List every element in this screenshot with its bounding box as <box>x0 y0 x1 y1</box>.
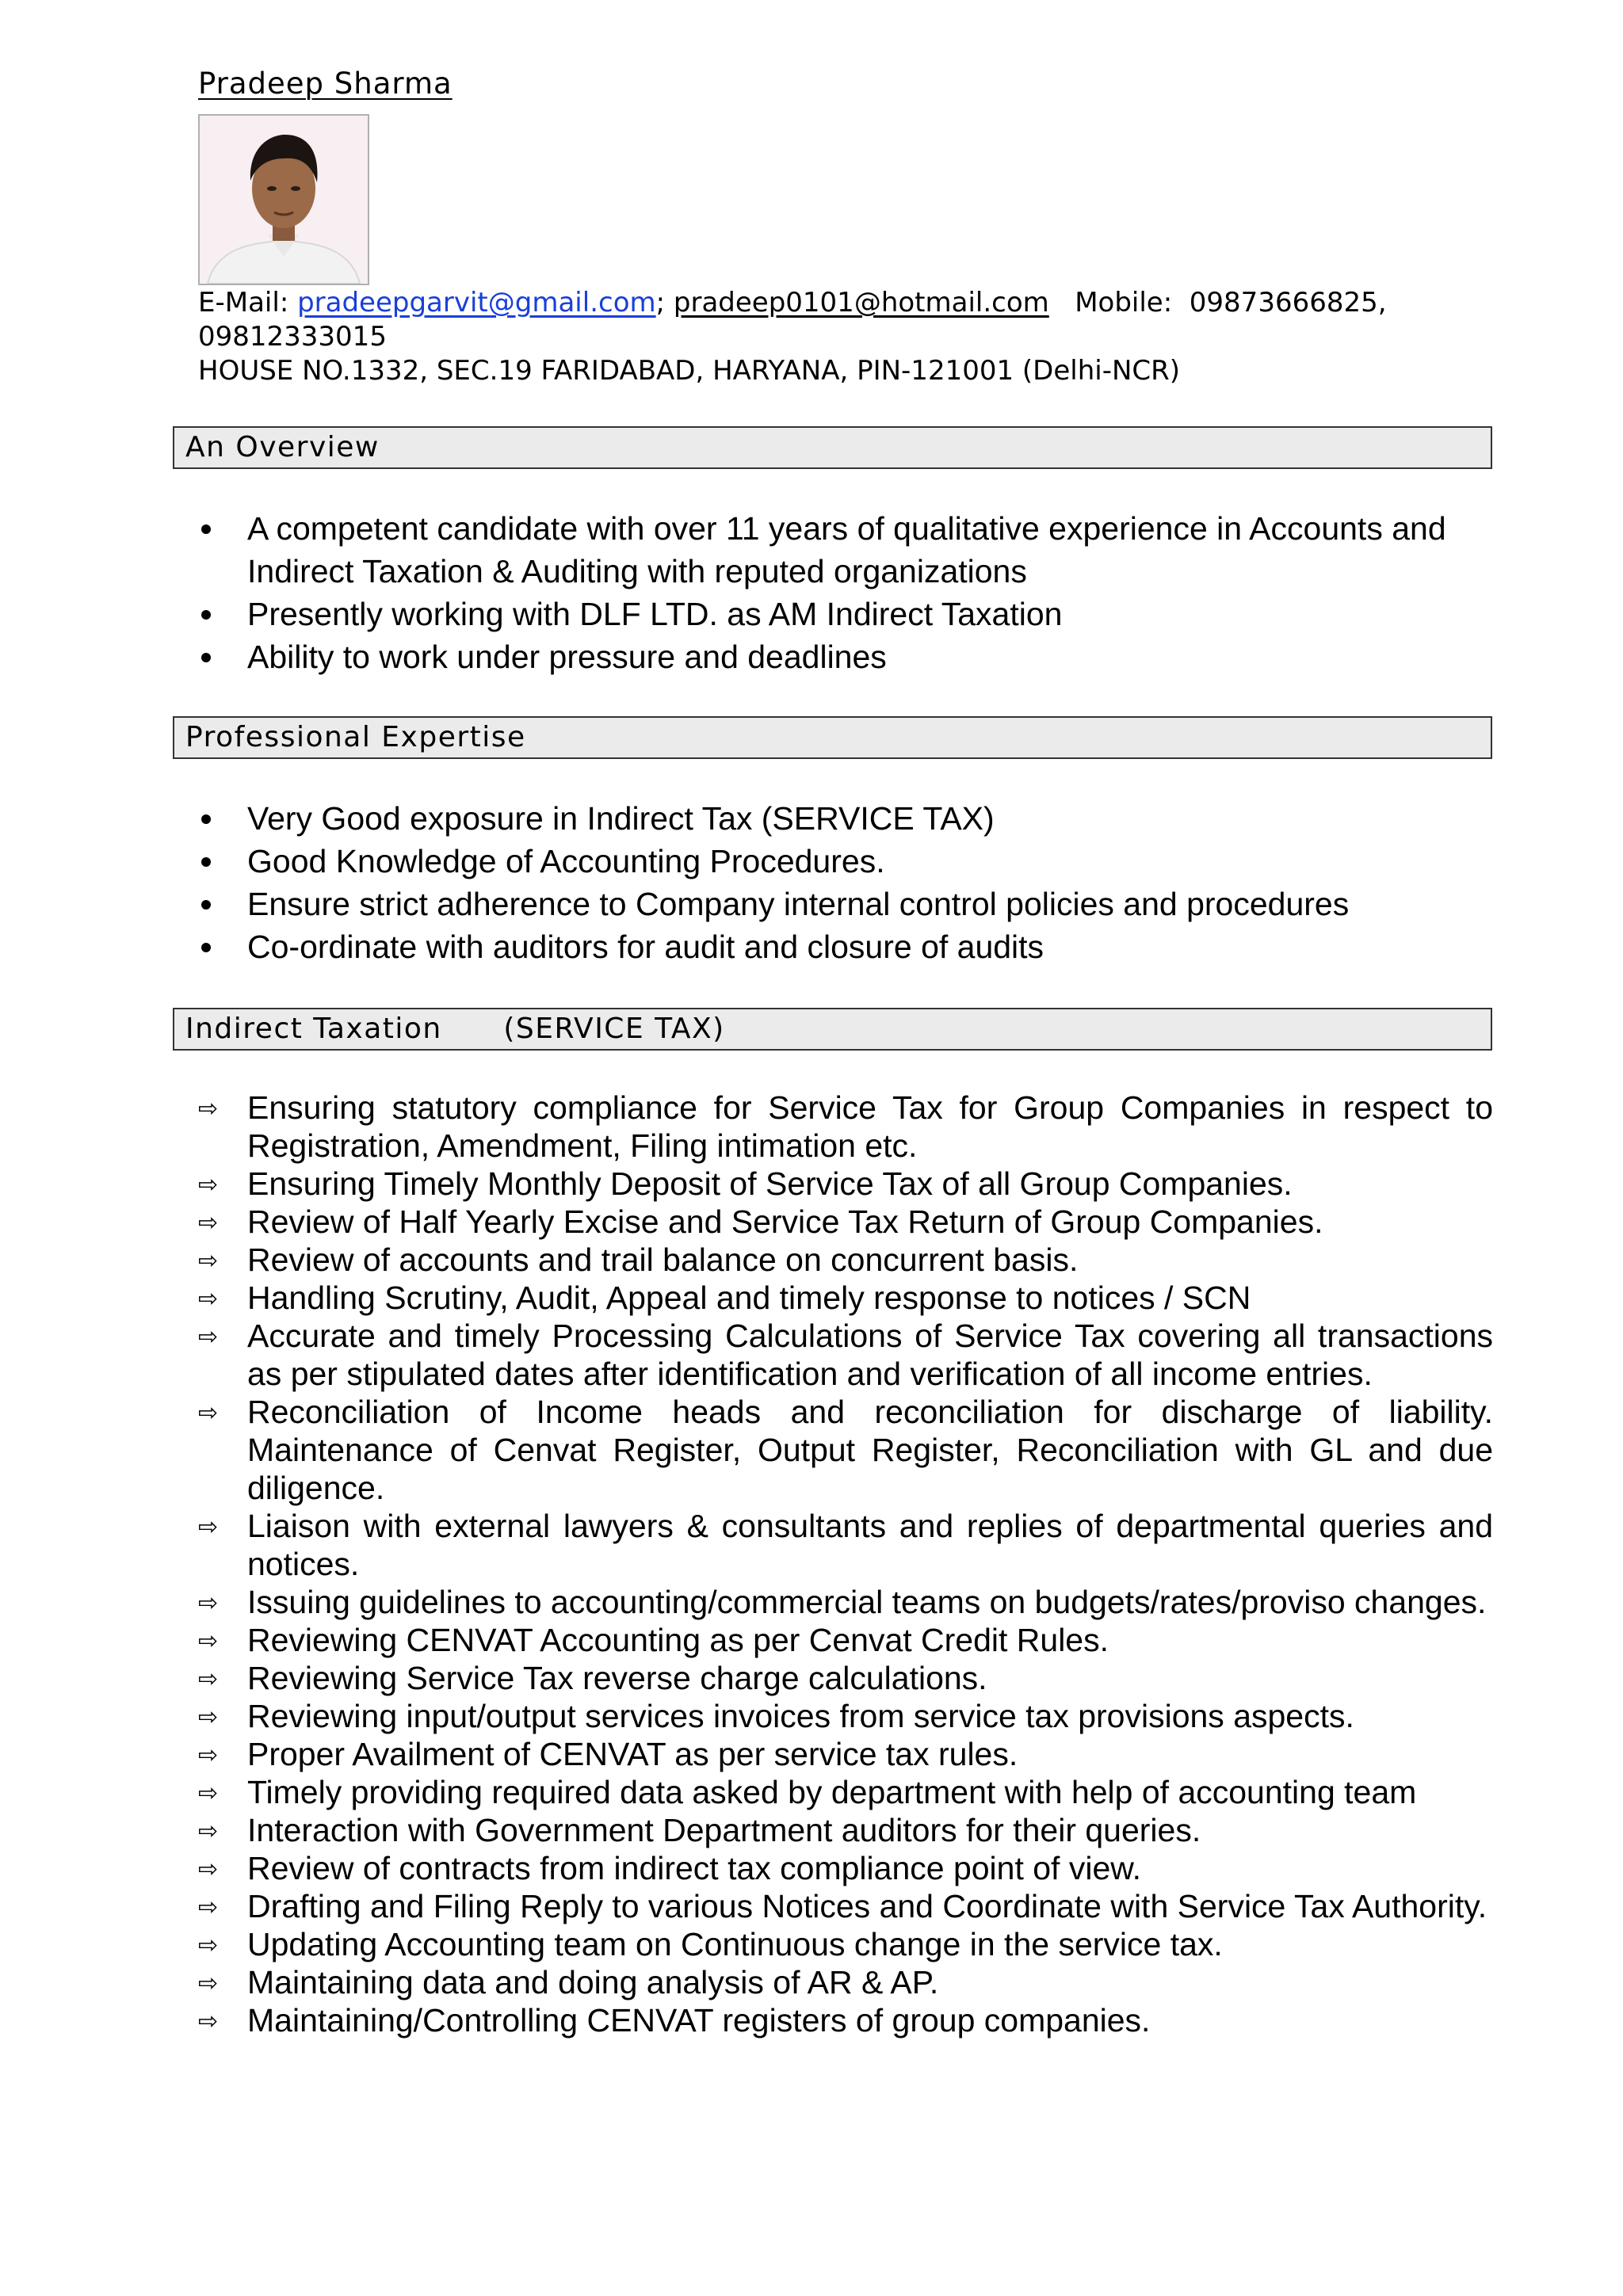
mobile-number-2: 09812333015 <box>198 321 387 353</box>
list-item: A competent candidate with over 11 years of qualitative experience in Accounts and Indirect Taxation & Auditing with reputed organizations <box>0 507 1493 593</box>
list-item: ⇨ Handling Scrutiny, Audit, Appeal and timely response to notices / SCN <box>0 1279 1493 1317</box>
list-item: ⇨ Review of contracts from indirect tax compliance point of view. <box>0 1849 1493 1887</box>
arrow-right-icon: ⇨ <box>198 1932 219 1958</box>
list-item: Ensure strict adherence to Company internal control policies and procedures <box>0 883 1493 925</box>
arrow-right-icon: ⇨ <box>198 1894 219 1920</box>
list-item: ⇨ Drafting and Filing Reply to various Notices and Coordinate with Service Tax Authority. <box>0 1887 1493 1925</box>
arrow-right-icon: ⇨ <box>198 1514 219 1540</box>
arrow-right-icon: ⇨ <box>198 1324 219 1350</box>
arrow-right-icon: ⇨ <box>198 1172 219 1198</box>
list-item: ⇨ Reviewing Service Tax reverse charge calculations. <box>0 1659 1493 1697</box>
list-item: ⇨ Review of Half Yearly Excise and Service Tax Return of Group Companies. <box>0 1203 1493 1241</box>
arrow-right-icon: ⇨ <box>198 1096 219 1122</box>
list-item: Very Good exposure in Indirect Tax (SERVICE TAX) <box>0 797 1493 840</box>
bullet-icon <box>201 524 211 534</box>
overview-list <box>0 507 1493 678</box>
email-label: E-Mail: <box>198 287 298 318</box>
email-link-gmail[interactable]: pradeepgarvit@gmail.com <box>297 287 656 318</box>
arrow-right-icon: ⇨ <box>198 2008 219 2035</box>
expertise-list <box>0 797 1493 968</box>
bullet-icon <box>201 857 211 867</box>
bullet-icon <box>201 943 211 952</box>
arrow-right-icon: ⇨ <box>198 1704 219 1730</box>
bullet-icon <box>201 814 211 824</box>
list-item: Good Knowledge of Accounting Procedures. <box>0 840 1493 883</box>
section-header-overview: An Overview <box>173 426 1492 469</box>
mobile-number: Mobile: 09873666825, <box>1048 287 1387 318</box>
list-item: ⇨ Reconciliation of Income heads and reconciliation for discharge of liability. Maintenance of Cenvat Register, Output Register, Reconciliation with GL and due diligence. <box>198 1394 1493 1506</box>
email-link-hotmail[interactable]: pradeep0101@hotmail.com <box>673 287 1049 318</box>
arrow-right-icon: ⇨ <box>198 1818 219 1844</box>
arrow-right-icon: ⇨ <box>198 1742 219 1768</box>
list-item: ⇨ Reviewing CENVAT Accounting as per Cenvat Credit Rules. <box>0 1621 1493 1659</box>
email-separator: ; <box>655 287 674 318</box>
section-header-expertise: Professional Expertise <box>173 716 1492 759</box>
arrow-right-icon: ⇨ <box>198 1780 219 1806</box>
list-item: ⇨ Review of accounts and trail balance on concurrent basis. <box>0 1241 1493 1279</box>
arrow-right-icon: ⇨ <box>198 1210 219 1236</box>
profile-photo <box>198 114 369 285</box>
list-item: ⇨ Proper Availment of CENVAT as per service tax rules. <box>0 1735 1493 1773</box>
list-item: ⇨ Updating Accounting team on Continuous change in the service tax. <box>0 1925 1493 1963</box>
arrow-right-icon: ⇨ <box>198 1590 219 1616</box>
candidate-name: Pradeep Sharma <box>198 67 453 101</box>
list-item: ⇨ Timely providing required data asked by department with help of accounting team <box>0 1773 1493 1811</box>
indirect-taxation-list <box>0 1089 1493 2039</box>
list-item: ⇨ Maintaining data and doing analysis of AR & AP. <box>0 1963 1493 2001</box>
bullet-icon <box>201 653 211 662</box>
arrow-right-icon: ⇨ <box>198 1248 219 1274</box>
list-item: ⇨ Accurate and timely Processing Calculations of Service Tax covering all transactions as per stipulated dates after identification and verification of all income entries. <box>198 1318 1493 1392</box>
list-item: ⇨ Ensuring statutory compliance for Service Tax for Group Companies in respect to Registration, Amendment, Filing intimation etc. <box>198 1089 1493 1164</box>
list-item: ⇨ Liaison with external lawyers & consultants and replies of departmental queries and notices. <box>198 1508 1493 1582</box>
list-item: Ability to work under pressure and deadlines <box>0 635 1493 678</box>
list-item: ⇨ Ensuring Timely Monthly Deposit of Service Tax of all Group Companies. <box>0 1165 1493 1203</box>
list-item: Presently working with DLF LTD. as AM Indirect Taxation <box>0 593 1493 635</box>
list-item: ⇨ Interaction with Government Department auditors for their queries. <box>0 1811 1493 1849</box>
arrow-right-icon: ⇨ <box>198 1400 219 1426</box>
list-item: ⇨ Issuing guidelines to accounting/commercial teams on budgets/rates/proviso changes. <box>0 1583 1493 1621</box>
bullet-icon <box>201 610 211 620</box>
arrow-right-icon: ⇨ <box>198 1628 219 1654</box>
address: HOUSE NO.1332, SEC.19 FARIDABAD, HARYANA, PIN-121001 (Delhi-NCR) <box>198 355 1181 387</box>
contact-line <box>198 287 1387 318</box>
list-item: ⇨ Reviewing input/output services invoices from service tax provisions aspects. <box>0 1697 1493 1735</box>
list-item: Co-ordinate with auditors for audit and closure of audits <box>0 925 1493 968</box>
arrow-right-icon: ⇨ <box>198 1856 219 1882</box>
arrow-right-icon: ⇨ <box>198 1286 219 1312</box>
list-item: ⇨ Maintaining/Controlling CENVAT registers of group companies. <box>0 2001 1493 2039</box>
arrow-right-icon: ⇨ <box>198 1970 219 1997</box>
section-header-indirect-taxation: Indirect Taxation (SERVICE TAX) <box>173 1008 1492 1051</box>
bullet-icon <box>201 900 211 910</box>
arrow-right-icon: ⇨ <box>198 1666 219 1692</box>
